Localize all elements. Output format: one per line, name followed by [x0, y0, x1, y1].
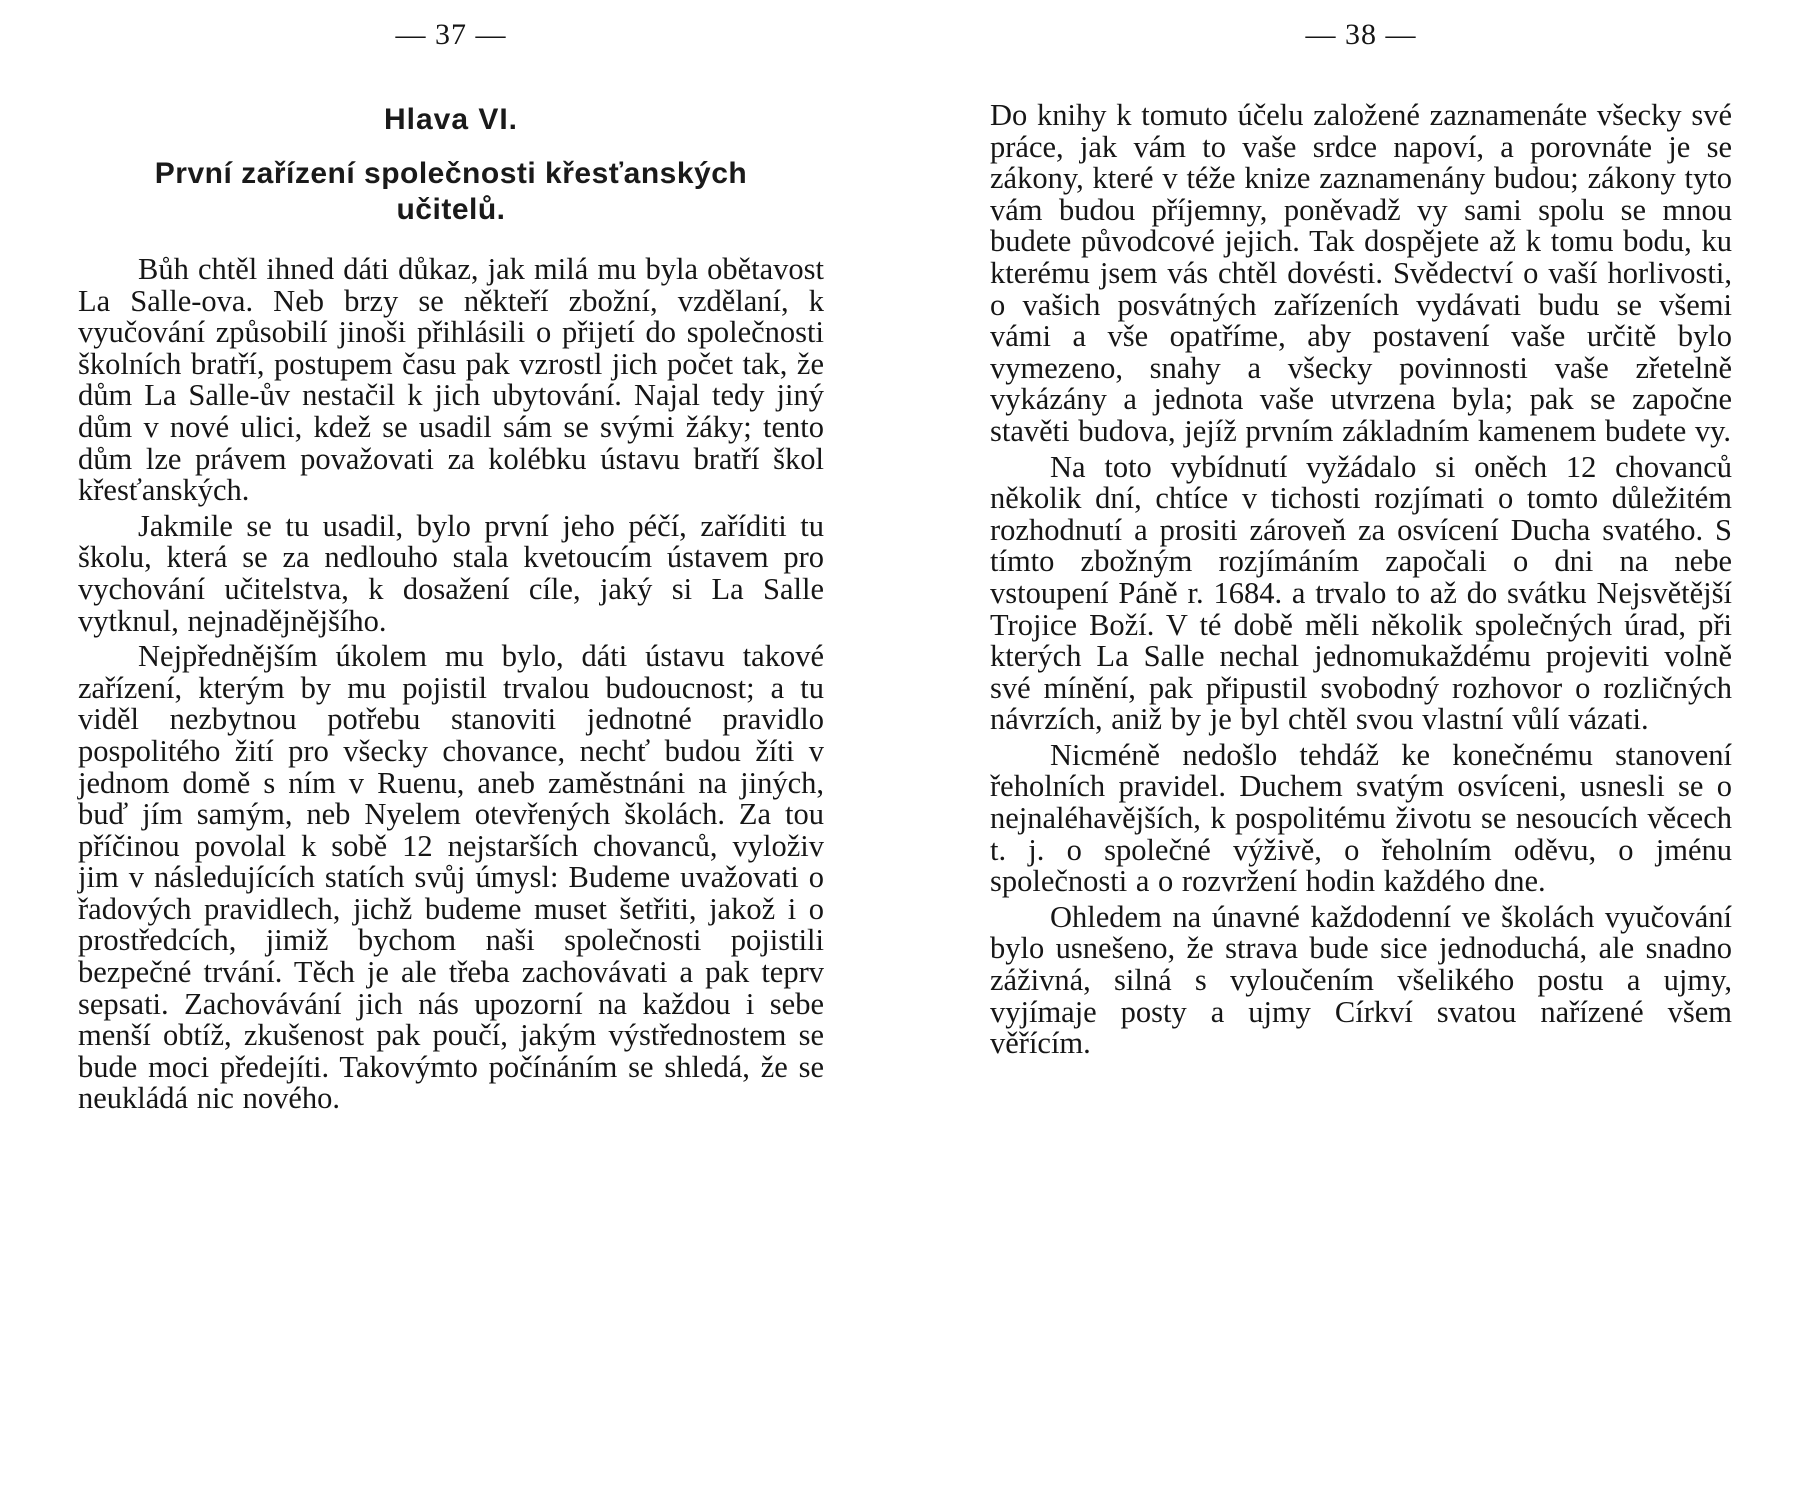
chapter-label: Hlava VI.: [383, 103, 519, 136]
paragraph: Bůh chtěl ihned dáti důkaz, jak milá mu byla obětavost La Salle-ova. Neb brzy se někteří zbožní, vzdělaní, k vyučování způsobilí jinoši přihlásili o přijetí do společnosti školních bratří, postupem času pak vzrostl jich počet tak, že dům La Salle-ův nestačil k jich ubytování. Najal tedy jiný dům v nové ulici, kdež se usadil sám se svými žáky; tento dům lze právem považovati za kolébku ústavu bratří škol křesťanských.: [78, 252, 824, 508]
paragraph: Na toto vybídnutí vyžádalo si oněch 12 chovanců několik dní, chtíce v tichosti rozjímati o tomto důležitém rozhodnutí a prositi zároveň za osvícení Ducha svatého. S tímto zbožným rozjímáním započali o dni na nebe vstoupení Páně r. 1684. a trvalo to až do svátku Nejsvětější Trojice Boží. V té době měli několik společných úrad, při kterých La Salle nechal jednomukaždému projeviti volně své mínění, pak připustil svobodný rozhovor o rozličných návrzích, aniž by je byl chtěl svou vlastní vůlí vázati.: [990, 449, 1732, 737]
paragraph: Ohledem na únavné každodenní ve školách vyučování bylo usnešeno, že strava bude sice jednoduchá, ale snadno záživná, silná s vyloučením všelikého postu a ujmy, vyjímaje posty a ujmy Církví svatou nařízené všem věřícím.: [990, 899, 1732, 1061]
paragraph: Nejpřednějším úkolem mu bylo, dáti ústavu takové zařízení, kterým by mu pojistil trvalou budoucnost; a tu viděl nezbytnou potřebu stanoviti jednotné pravidlo pospolitého žití pro všecky chovance, nechť budou žíti v jednom domě s ním v Ruenu, aneb zaměstnáni na jiných, buď jím samým, neb Nyelem otevřených školách. Za tou příčinou povolal k sobě 12 nejstarších chovanců, vyloživ jim v následujících statích svůj úmysl: Budeme uvažovati o řadových pravidlech, jichž budeme muset šetřiti, jakož i o prostředcích, jimiž bychom naši společnosti pojistili bezpečné trvání. Těch je ale třeba zachovávati a pak teprv sepsati. Zachovávání jich nás upozorní na každou i sebe menší obtíž, zkušenost pak poučí, jakým výstřednostem se bude moci předejíti. Takovýmto počínáním se shledá, že se neukládá nic nového.: [78, 639, 824, 1116]
right-page: [990, 0, 1732, 1500]
body-text: [990, 100, 1732, 1060]
page-number: — 38 —: [1305, 18, 1417, 51]
chapter-title: První zařízení společnosti křesťanských učitelů.: [154, 157, 748, 226]
left-page: [78, 0, 824, 1500]
paragraph: Nicméně nedošlo tehdáž ke konečnému stanovení řeholních pravidel. Duchem svatým osvíceni, usnesli se o nejnaléhavějších, k pospolitému životu se nesoucích věcech t. j. o společné výživě, o řeholním oděvu, o jménu společnosti a o rozvržení hodin každého dne.: [990, 737, 1732, 899]
page-number: — 37 —: [395, 18, 507, 51]
paragraph: Do knihy k tomuto účelu založené zaznamenáte všecky své práce, jak vám to vaše srdce napoví, a porovnáte je se zákony, které v téže knize zaznamenány budou; zákony tyto vám budou příjemny, poněvadž vy sami spolu se mnou budete původcové jejich. Tak dospějete až k tomu bodu, ku kterému jsem vás chtěl dovésti. Svědectví o vaší horlivosti, o vašich posvátných zařízeních vydávati budu se všemi vámi a vše opatříme, aby postavení vaše určitě bylo vymezeno, snahy a všecky povinnosti vaše zřetelně vykázány a jednota vaše utvrzena byla; pak se započne stavěti budova, jejíž prvním základním kamenem budete vy.: [990, 98, 1732, 448]
paragraph: Jakmile se tu usadil, bylo první jeho péčí, zaříditi tu školu, která se za nedlouho stala kvetoucím ústavem pro vychování učitelstva, k dosažení cíle, jaký si La Salle vytknul, nejnadějnějšího.: [78, 508, 824, 638]
body-text: [78, 254, 824, 1115]
chapter-heading: [78, 102, 824, 228]
